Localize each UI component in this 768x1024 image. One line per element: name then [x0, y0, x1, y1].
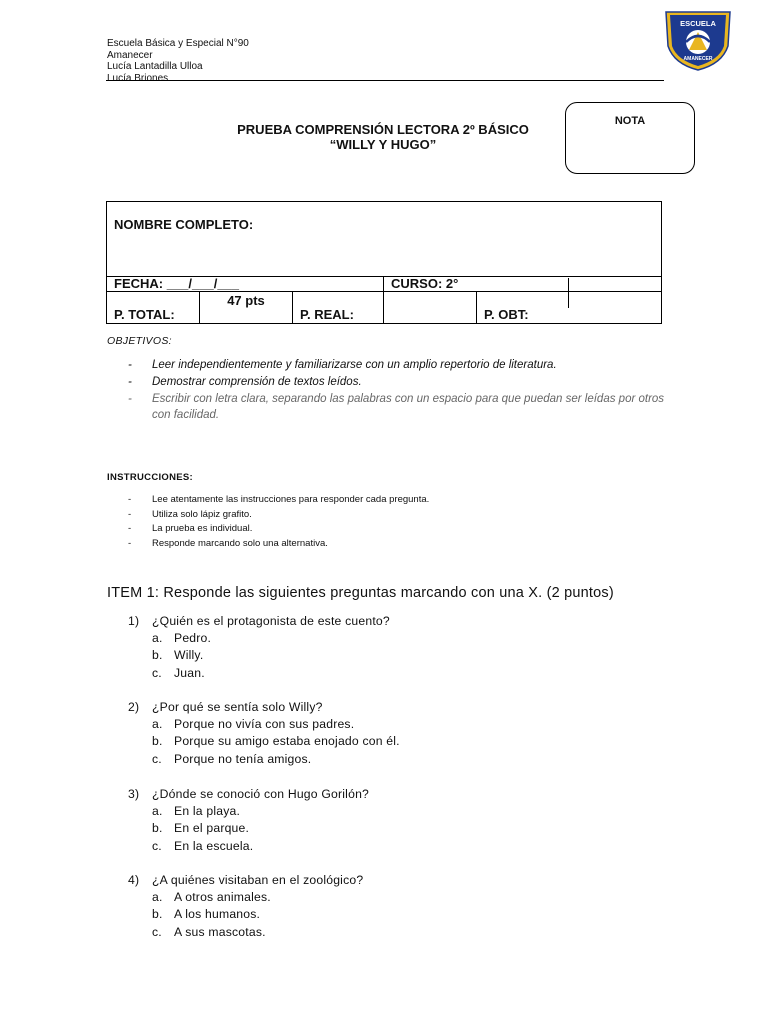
answer-option[interactable]: c. Juan.: [152, 665, 205, 680]
objectives-title: OBJETIVOS:: [107, 335, 172, 347]
obtained-points-cell: [477, 292, 662, 324]
instruction-item: - La prueba es individual.: [128, 523, 253, 534]
school-logo: [662, 6, 734, 72]
question-1: [128, 613, 390, 682]
teacher-name-2: Lucía Briones: [107, 72, 169, 84]
header-rule: [106, 80, 664, 81]
logo-text-top: ESCUELA: [680, 19, 716, 28]
question-3: [128, 786, 369, 855]
instruction-item: - Utiliza solo lápiz grafito.: [128, 508, 252, 520]
teacher-name-1: Lucía Lantadilla Ulloa: [107, 61, 203, 72]
instruction-item: - Lee atentamente las instrucciones para responder cada pregunta.: [128, 494, 430, 505]
real-points-label: P. REAL:: [293, 292, 384, 324]
answer-option[interactable]: b. A los humanos.: [152, 907, 261, 922]
obt-divider: [568, 278, 569, 308]
test-title: [200, 122, 566, 152]
obtained-points-label: P. OBT:: [484, 307, 529, 322]
student-info-table: [106, 201, 662, 324]
total-points-label: P. TOTAL:: [107, 292, 200, 324]
total-points-value: [200, 292, 293, 324]
instruction-item: - Responde marcando solo una alternativa.: [128, 537, 328, 549]
answer-option[interactable]: c. En la escuela.: [152, 838, 254, 853]
total-points-text: 47 pts: [227, 293, 265, 308]
item-1-title: ITEM 1: Responde las siguientes preguntas marcando con una X. (2 puntos): [107, 585, 614, 601]
objective-item: - Leer independientemente y familiarizarse con un amplio repertorio de literatura.: [128, 359, 557, 371]
real-points-field[interactable]: [384, 292, 477, 324]
school-name: Escuela Básica y Especial N°90: [107, 38, 249, 49]
school-subtitle: Amanecer: [107, 49, 153, 61]
answer-option[interactable]: b. Willy.: [152, 648, 204, 663]
objective-item: - Demostrar comprensión de textos leídos.: [128, 375, 362, 388]
question-text: 2) ¿Por qué se sentía solo Willy?: [128, 700, 323, 714]
question-text: 4) ¿A quiénes visitaban en el zoológico?: [128, 873, 364, 887]
full-name-field[interactable]: NOMBRE COMPLETO:: [107, 202, 662, 277]
grade-box: [565, 102, 695, 174]
objective-item: - Escribir con letra clara, separando las palabras con un espacio para que puedan ser leídas por otros con facilidad.: [128, 392, 665, 422]
question-4: [128, 872, 363, 941]
question-text: 1) ¿Quién es el protagonista de este cuento?: [128, 614, 390, 628]
answer-option[interactable]: b. En el parque.: [152, 821, 250, 836]
answer-option[interactable]: c. A sus mascotas.: [152, 924, 266, 939]
instructions-title: INSTRUCCIONES:: [107, 472, 194, 483]
answer-option[interactable]: a. Pedro.: [152, 631, 212, 646]
title-line-1: PRUEBA COMPRENSIÓN LECTORA 2º BÁSICO: [237, 122, 529, 137]
grade-label: NOTA: [614, 115, 646, 127]
instructions-list: [128, 493, 429, 551]
course-field: CURSO: 2°: [384, 277, 662, 292]
answer-option[interactable]: c. Porque no tenía amigos.: [152, 751, 312, 766]
answer-option[interactable]: b. Porque su amigo estaba enojado con él.: [152, 734, 400, 749]
logo-text-bottom: AMANECER: [683, 56, 713, 62]
answer-option[interactable]: a. Porque no vivía con sus padres.: [152, 717, 355, 732]
date-field[interactable]: FECHA: ___/___/___: [107, 277, 384, 292]
question-2: [128, 699, 400, 768]
objectives-list: [128, 357, 668, 424]
school-info: [107, 38, 249, 84]
answer-option[interactable]: a. En la playa.: [152, 804, 241, 819]
title-line-2: “WILLY Y HUGO”: [329, 137, 437, 152]
question-text: 3) ¿Dónde se conoció con Hugo Gorilón?: [128, 787, 370, 801]
answer-option[interactable]: a. A otros animales.: [152, 890, 271, 905]
